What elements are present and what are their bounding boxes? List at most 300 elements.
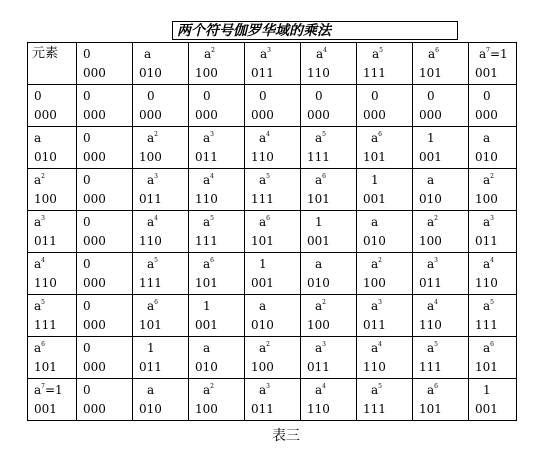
product-symbol-exponent: 6 — [154, 299, 158, 306]
product-cell — [301, 211, 357, 253]
product-binary: 000 — [307, 108, 330, 122]
row-label-symbol — [34, 89, 42, 103]
row-label-cell — [28, 169, 77, 211]
header-symbol-exponent: 2 — [211, 47, 215, 54]
product-symbol-base: 0 — [83, 341, 91, 355]
product-symbol-base: 0 — [83, 215, 91, 229]
header-symbol — [260, 47, 271, 61]
header-symbol-exponent: 5 — [379, 47, 383, 54]
product-symbol — [483, 131, 490, 145]
product-symbol-base: 1 — [371, 173, 379, 187]
gf-multiplication-table — [27, 42, 517, 421]
product-cell — [245, 337, 301, 379]
product-binary: 010 — [419, 192, 442, 206]
product-symbol-exponent: 6 — [266, 215, 270, 222]
product-symbol-base: 0 — [83, 383, 91, 397]
product-symbol — [203, 89, 211, 103]
product-symbol — [259, 383, 270, 397]
row-label-symbol-exponent: 7 — [41, 383, 45, 390]
row-label-cell — [28, 379, 77, 421]
product-binary: 011 — [475, 234, 498, 248]
product-symbol-base: a — [259, 341, 267, 355]
product-symbol — [483, 257, 494, 271]
product-symbol — [483, 341, 494, 355]
product-cell — [189, 169, 245, 211]
product-binary: 100 — [363, 276, 386, 290]
product-symbol-base: a — [147, 131, 155, 145]
product-symbol-exponent: 5 — [322, 131, 326, 138]
product-symbol — [259, 341, 270, 355]
row-label-binary: 001 — [34, 402, 57, 416]
product-symbol — [315, 131, 326, 145]
product-symbol — [371, 341, 382, 355]
row-label-binary: 100 — [34, 192, 57, 206]
product-symbol-base: a — [259, 131, 267, 145]
header-symbol — [316, 47, 327, 61]
product-binary: 010 — [195, 360, 218, 374]
row-label-symbol-exponent: 5 — [41, 299, 45, 306]
row-label-symbol — [34, 131, 41, 145]
product-binary: 100 — [251, 360, 274, 374]
product-cell — [77, 253, 133, 295]
product-symbol-exponent: 5 — [154, 257, 158, 264]
product-symbol-exponent: 4 — [434, 299, 438, 306]
product-symbol-base: 0 — [315, 89, 323, 103]
product-binary: 010 — [307, 276, 330, 290]
product-binary: 000 — [195, 108, 218, 122]
product-symbol — [427, 257, 438, 271]
product-cell — [133, 379, 189, 421]
product-symbol-base: a — [315, 299, 323, 313]
product-cell — [357, 295, 413, 337]
product-symbol-base: a — [483, 299, 491, 313]
product-symbol-exponent: 5 — [434, 341, 438, 348]
product-cell — [469, 337, 517, 379]
header-symbol — [204, 47, 215, 61]
product-symbol-base: a — [483, 215, 491, 229]
header-cell — [301, 43, 357, 85]
product-symbol — [147, 341, 155, 355]
product-symbol-base: a — [203, 173, 211, 187]
product-binary: 101 — [139, 318, 162, 332]
product-symbol-exponent: 2 — [266, 341, 270, 348]
product-cell — [413, 295, 469, 337]
product-symbol — [315, 299, 326, 313]
product-symbol-exponent: 3 — [378, 299, 382, 306]
row-label-binary: 101 — [34, 360, 57, 374]
product-binary: 001 — [419, 150, 442, 164]
row-label-symbol-base: a — [34, 341, 42, 355]
product-binary: 111 — [475, 318, 498, 332]
row-label-cell — [28, 85, 77, 127]
table-title-box — [172, 21, 458, 40]
product-symbol-base: a — [371, 341, 379, 355]
product-binary: 011 — [251, 402, 274, 416]
product-symbol-base: a — [371, 131, 379, 145]
header-symbol-exponent: 4 — [323, 47, 327, 54]
table-row — [28, 253, 517, 295]
product-cell — [77, 295, 133, 337]
table-row — [28, 127, 517, 169]
product-binary: 000 — [83, 192, 106, 206]
product-cell — [469, 295, 517, 337]
header-binary: 111 — [363, 66, 386, 80]
product-cell — [357, 127, 413, 169]
row-label-binary: 010 — [34, 150, 57, 164]
product-symbol-exponent: 5 — [378, 383, 382, 390]
row-label-cell — [28, 337, 77, 379]
product-symbol — [259, 257, 267, 271]
header-binary: 011 — [251, 66, 274, 80]
row-label-symbol-base: a — [34, 257, 42, 271]
row-label-symbol-suffix: =1 — [44, 383, 63, 397]
product-symbol — [147, 89, 155, 103]
product-cell — [413, 253, 469, 295]
product-cell — [245, 295, 301, 337]
product-cell — [133, 127, 189, 169]
product-symbol — [83, 299, 91, 313]
product-symbol-base: a — [427, 257, 435, 271]
header-symbol-exponent: 3 — [267, 47, 271, 54]
product-binary: 100 — [139, 150, 162, 164]
product-cell — [469, 169, 517, 211]
product-binary: 101 — [475, 360, 498, 374]
product-symbol — [371, 173, 379, 187]
product-cell — [77, 379, 133, 421]
product-binary: 000 — [83, 360, 106, 374]
row-label-cell — [28, 253, 77, 295]
product-symbol-exponent: 2 — [154, 131, 158, 138]
product-symbol-base: 0 — [371, 89, 379, 103]
product-cell — [133, 85, 189, 127]
product-cell — [189, 85, 245, 127]
product-binary: 111 — [307, 150, 330, 164]
product-binary: 001 — [475, 402, 498, 416]
product-symbol — [259, 215, 270, 229]
product-binary: 001 — [363, 192, 386, 206]
table-caption: 表三 — [272, 428, 300, 444]
product-cell — [413, 169, 469, 211]
product-symbol — [83, 257, 91, 271]
product-binary: 100 — [419, 234, 442, 248]
product-symbol-base: 1 — [483, 383, 491, 397]
product-symbol-exponent: 6 — [210, 257, 214, 264]
product-symbol — [259, 173, 270, 187]
row-label-symbol — [34, 299, 45, 313]
product-symbol — [83, 131, 91, 145]
product-cell — [77, 211, 133, 253]
product-symbol-base: a — [427, 341, 435, 355]
product-symbol — [427, 341, 438, 355]
product-cell — [357, 253, 413, 295]
product-binary: 110 — [307, 402, 330, 416]
product-cell — [189, 253, 245, 295]
product-binary: 111 — [195, 234, 218, 248]
product-symbol-base: a — [483, 131, 491, 145]
product-symbol-base: a — [427, 299, 435, 313]
row-label-cell — [28, 295, 77, 337]
product-symbol-base: a — [483, 257, 491, 271]
product-symbol-base: a — [427, 383, 435, 397]
product-cell — [133, 169, 189, 211]
product-symbol-base: 1 — [315, 215, 323, 229]
product-cell — [301, 253, 357, 295]
product-binary: 111 — [363, 402, 386, 416]
table-row — [28, 85, 517, 127]
product-symbol-exponent: 4 — [266, 131, 270, 138]
header-cell — [413, 43, 469, 85]
product-cell — [413, 379, 469, 421]
product-cell — [413, 85, 469, 127]
product-symbol — [83, 341, 91, 355]
header-symbol-base: 0 — [83, 47, 91, 61]
product-binary: 011 — [307, 360, 330, 374]
product-cell — [357, 85, 413, 127]
product-symbol-base: a — [427, 173, 435, 187]
product-cell — [469, 253, 517, 295]
row-label-symbol-base: a — [34, 131, 42, 145]
product-cell — [77, 169, 133, 211]
product-binary: 110 — [363, 360, 386, 374]
product-symbol-base: a — [371, 299, 379, 313]
product-binary: 000 — [83, 318, 106, 332]
product-symbol-exponent: 2 — [378, 257, 382, 264]
product-binary: 000 — [83, 276, 106, 290]
product-symbol-base: a — [315, 131, 323, 145]
product-symbol — [203, 341, 210, 355]
product-symbol — [259, 89, 267, 103]
product-cell — [189, 211, 245, 253]
product-symbol — [147, 257, 158, 271]
product-symbol-exponent: 6 — [322, 173, 326, 180]
product-symbol-exponent: 2 — [434, 215, 438, 222]
product-symbol-exponent: 6 — [378, 131, 382, 138]
product-symbol-exponent: 3 — [490, 215, 494, 222]
product-symbol-base: a — [259, 215, 267, 229]
header-symbol — [428, 47, 439, 61]
product-symbol-base: 0 — [147, 89, 155, 103]
product-symbol — [203, 173, 214, 187]
product-symbol-base: a — [203, 131, 211, 145]
product-cell — [77, 127, 133, 169]
product-cell — [189, 379, 245, 421]
table-row — [28, 379, 517, 421]
product-cell — [133, 295, 189, 337]
product-binary: 001 — [195, 318, 218, 332]
product-cell — [301, 295, 357, 337]
table-row — [28, 337, 517, 379]
product-cell — [301, 169, 357, 211]
product-binary: 111 — [419, 360, 442, 374]
product-symbol-exponent: 6 — [490, 341, 494, 348]
product-symbol-base: a — [203, 215, 211, 229]
product-binary: 111 — [251, 192, 274, 206]
product-symbol-exponent: 3 — [322, 341, 326, 348]
product-symbol-base: 0 — [83, 299, 91, 313]
product-symbol-base: 1 — [259, 257, 267, 271]
product-binary: 000 — [139, 108, 162, 122]
row-label-symbol-exponent: 6 — [41, 341, 45, 348]
header-binary: 101 — [419, 66, 442, 80]
header-cell — [469, 43, 517, 85]
product-symbol-base: a — [483, 341, 491, 355]
product-symbol — [427, 383, 438, 397]
product-binary: 010 — [251, 318, 274, 332]
product-symbol-base: a — [259, 383, 267, 397]
product-cell — [245, 85, 301, 127]
product-binary: 110 — [195, 192, 218, 206]
product-cell — [245, 253, 301, 295]
product-binary: 110 — [251, 150, 274, 164]
product-symbol-exponent: 5 — [210, 215, 214, 222]
product-cell — [301, 337, 357, 379]
row-label-binary: 000 — [34, 108, 57, 122]
row-label-cell — [28, 211, 77, 253]
header-symbol-exponent: 6 — [435, 47, 439, 54]
product-symbol — [259, 131, 270, 145]
product-cell — [189, 295, 245, 337]
product-symbol-base: a — [203, 257, 211, 271]
product-symbol-base: 0 — [427, 89, 435, 103]
product-symbol-base: a — [371, 215, 379, 229]
product-symbol-base: a — [371, 383, 379, 397]
product-symbol-base: 1 — [427, 131, 435, 145]
product-cell — [133, 253, 189, 295]
table-row — [28, 211, 517, 253]
row-label-symbol — [34, 383, 63, 397]
product-symbol — [315, 173, 326, 187]
product-symbol — [315, 215, 323, 229]
header-binary: 001 — [475, 66, 498, 80]
header-symbol-base: a — [144, 47, 152, 61]
header-binary: 010 — [139, 66, 162, 80]
product-symbol-base: 0 — [83, 173, 91, 187]
product-cell — [413, 127, 469, 169]
row-label-symbol-base: 0 — [34, 89, 42, 103]
product-binary: 000 — [83, 150, 106, 164]
product-cell — [469, 85, 517, 127]
header-symbol-base: a — [372, 47, 380, 61]
header-cell — [357, 43, 413, 85]
product-cell — [469, 211, 517, 253]
product-symbol-base: a — [147, 383, 155, 397]
product-symbol-base: 0 — [83, 89, 91, 103]
table-row — [28, 169, 517, 211]
row-label-symbol — [34, 257, 45, 271]
header-symbol-base: a — [204, 47, 212, 61]
product-symbol-exponent: 2 — [210, 383, 214, 390]
product-binary: 100 — [475, 192, 498, 206]
product-symbol-base: a — [203, 341, 211, 355]
header-symbol — [144, 47, 151, 61]
product-symbol — [203, 215, 214, 229]
product-binary: 100 — [195, 402, 218, 416]
product-symbol — [315, 341, 326, 355]
product-binary: 011 — [139, 192, 162, 206]
header-symbol — [83, 47, 91, 61]
row-label-symbol-base: a — [34, 215, 42, 229]
product-binary: 101 — [195, 276, 218, 290]
product-binary: 000 — [83, 234, 106, 248]
header-cell — [133, 43, 189, 85]
product-symbol-exponent: 4 — [378, 341, 382, 348]
product-binary: 000 — [251, 108, 274, 122]
product-binary: 000 — [475, 108, 498, 122]
product-cell — [245, 211, 301, 253]
product-symbol-base: a — [315, 383, 323, 397]
product-symbol — [483, 173, 494, 187]
product-symbol — [203, 299, 211, 313]
product-cell — [469, 127, 517, 169]
product-cell — [245, 379, 301, 421]
row-label-binary: 110 — [34, 276, 57, 290]
product-binary: 111 — [139, 276, 162, 290]
product-symbol — [427, 215, 438, 229]
row-label-symbol-exponent: 3 — [41, 215, 45, 222]
product-symbol — [371, 257, 382, 271]
product-symbol — [315, 383, 326, 397]
product-cell — [301, 85, 357, 127]
product-cell — [189, 337, 245, 379]
product-symbol — [371, 299, 382, 313]
product-binary: 101 — [251, 234, 274, 248]
product-symbol-base: a — [259, 173, 267, 187]
product-symbol — [315, 257, 322, 271]
header-cell — [245, 43, 301, 85]
product-symbol — [427, 131, 435, 145]
product-symbol — [371, 89, 379, 103]
product-symbol — [147, 173, 158, 187]
table-title: 两个符号伽罗华域的乘法 — [177, 23, 331, 39]
product-symbol — [83, 173, 91, 187]
row-label-binary: 011 — [34, 234, 57, 248]
product-symbol — [483, 299, 494, 313]
product-symbol-base: a — [147, 299, 155, 313]
header-symbol-base: a — [479, 47, 487, 61]
product-symbol — [427, 89, 435, 103]
product-cell — [357, 211, 413, 253]
product-symbol-exponent: 3 — [154, 173, 158, 180]
product-symbol-exponent: 3 — [266, 383, 270, 390]
product-symbol — [371, 131, 382, 145]
product-cell — [77, 85, 133, 127]
product-symbol-exponent: 2 — [322, 299, 326, 306]
product-binary: 101 — [307, 192, 330, 206]
product-symbol-exponent: 4 — [154, 215, 158, 222]
product-symbol-base: a — [483, 173, 491, 187]
table-row — [28, 295, 517, 337]
product-symbol-exponent: 5 — [266, 173, 270, 180]
header-binary: 100 — [195, 66, 218, 80]
product-cell — [413, 211, 469, 253]
row-label-symbol — [34, 215, 45, 229]
product-cell — [245, 127, 301, 169]
header-cell — [189, 43, 245, 85]
header-symbol-base: a — [316, 47, 324, 61]
product-symbol-base: a — [427, 215, 435, 229]
product-binary: 011 — [139, 360, 162, 374]
product-symbol-base: 0 — [259, 89, 267, 103]
product-symbol — [427, 173, 434, 187]
product-symbol-exponent: 3 — [210, 131, 214, 138]
product-binary: 110 — [475, 276, 498, 290]
row-label-symbol — [34, 173, 45, 187]
product-symbol-exponent: 4 — [490, 257, 494, 264]
table-header-row — [28, 43, 517, 85]
row-label-symbol-base: a — [34, 383, 42, 397]
product-binary: 100 — [307, 318, 330, 332]
product-cell — [413, 337, 469, 379]
